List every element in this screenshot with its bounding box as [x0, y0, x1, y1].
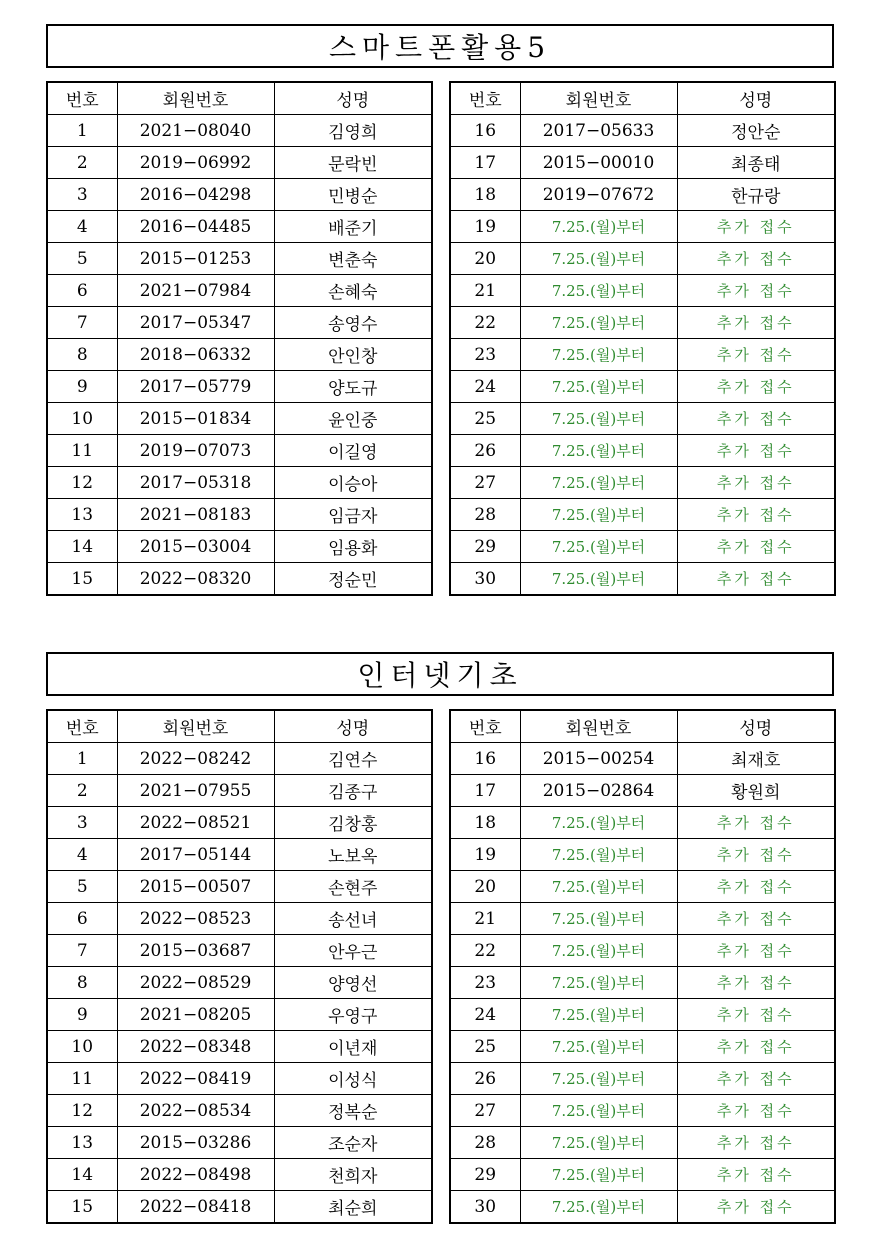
cell-number: 1 [47, 743, 117, 775]
pending-date-note: 7.25.(월)부터 [520, 967, 677, 999]
table-row [47, 1159, 432, 1191]
cell-number: 20 [450, 871, 520, 903]
cell-number: 15 [47, 563, 117, 596]
table-header-row [450, 710, 835, 743]
table-row [450, 807, 835, 839]
table-row [450, 115, 835, 147]
table-row [450, 211, 835, 243]
cell-number: 6 [47, 903, 117, 935]
cell-member-id: 2017−05318 [117, 467, 274, 499]
table-row [47, 147, 432, 179]
cell-number: 15 [47, 1191, 117, 1224]
cell-number: 22 [450, 307, 520, 339]
table-row [47, 531, 432, 563]
cell-member-id: 2022−08534 [117, 1095, 274, 1127]
table-row [47, 775, 432, 807]
cell-number: 28 [450, 1127, 520, 1159]
cell-name: 이승아 [274, 467, 432, 499]
table-row [47, 371, 432, 403]
table-row [450, 1159, 835, 1191]
cell-name: 문락빈 [274, 147, 432, 179]
table-row [450, 999, 835, 1031]
cell-member-id: 2021−08205 [117, 999, 274, 1031]
cell-number: 29 [450, 531, 520, 563]
cell-member-id: 2015−00010 [520, 147, 677, 179]
cell-name: 이길영 [274, 435, 432, 467]
table-row [47, 1127, 432, 1159]
pending-registration-note: 추가 접수 [677, 1191, 835, 1224]
cell-number: 5 [47, 243, 117, 275]
cell-name: 윤인중 [274, 403, 432, 435]
cell-number: 16 [450, 115, 520, 147]
pending-date-note: 7.25.(월)부터 [520, 1159, 677, 1191]
cell-name: 안우근 [274, 935, 432, 967]
cell-name: 천희자 [274, 1159, 432, 1191]
header-name: 성명 [274, 82, 432, 115]
pending-registration-note: 추가 접수 [677, 307, 835, 339]
cell-member-id: 2022−08419 [117, 1063, 274, 1095]
cell-member-id: 2022−08418 [117, 1191, 274, 1224]
cell-number: 25 [450, 403, 520, 435]
cell-name: 노보옥 [274, 839, 432, 871]
cell-number: 12 [47, 1095, 117, 1127]
cell-name: 최순희 [274, 1191, 432, 1224]
cell-number: 6 [47, 275, 117, 307]
cell-number: 19 [450, 839, 520, 871]
table-row [47, 563, 432, 596]
roster-table-right [449, 81, 836, 596]
header-number: 번호 [450, 710, 520, 743]
header-member-id: 회원번호 [520, 710, 677, 743]
cell-number: 3 [47, 179, 117, 211]
cell-number: 13 [47, 499, 117, 531]
table-row [450, 1095, 835, 1127]
pending-registration-note: 추가 접수 [677, 999, 835, 1031]
table-row [47, 499, 432, 531]
table-row [47, 839, 432, 871]
table-row [47, 1063, 432, 1095]
cell-name: 송영수 [274, 307, 432, 339]
cell-number: 18 [450, 807, 520, 839]
cell-number: 3 [47, 807, 117, 839]
table-header-row [47, 710, 432, 743]
cell-member-id: 2022−08348 [117, 1031, 274, 1063]
cell-member-id: 2021−07955 [117, 775, 274, 807]
cell-member-id: 2022−08521 [117, 807, 274, 839]
cell-member-id: 2019−07073 [117, 435, 274, 467]
cell-number: 19 [450, 211, 520, 243]
cell-member-id: 2015−01834 [117, 403, 274, 435]
cell-number: 1 [47, 115, 117, 147]
table-row [47, 211, 432, 243]
cell-number: 13 [47, 1127, 117, 1159]
pending-date-note: 7.25.(월)부터 [520, 403, 677, 435]
table-row [47, 1095, 432, 1127]
cell-number: 11 [47, 435, 117, 467]
cell-number: 11 [47, 1063, 117, 1095]
cell-member-id: 2017−05779 [117, 371, 274, 403]
pending-date-note: 7.25.(월)부터 [520, 903, 677, 935]
cell-member-id: 2016−04298 [117, 179, 274, 211]
table-row [47, 1031, 432, 1063]
table-row [47, 903, 432, 935]
cell-number: 14 [47, 531, 117, 563]
table-row [47, 871, 432, 903]
header-number: 번호 [47, 710, 117, 743]
pending-registration-note: 추가 접수 [677, 903, 835, 935]
table-row [450, 307, 835, 339]
pending-date-note: 7.25.(월)부터 [520, 435, 677, 467]
cell-member-id: 2021−08183 [117, 499, 274, 531]
cell-number: 14 [47, 1159, 117, 1191]
cell-number: 17 [450, 147, 520, 179]
cell-name: 이년재 [274, 1031, 432, 1063]
table-row [450, 967, 835, 999]
pending-registration-note: 추가 접수 [677, 243, 835, 275]
table-row [47, 1191, 432, 1224]
cell-number: 9 [47, 999, 117, 1031]
cell-name: 정안순 [677, 115, 835, 147]
cell-member-id: 2017−05633 [520, 115, 677, 147]
cell-name: 정복순 [274, 1095, 432, 1127]
table-row [450, 435, 835, 467]
cell-number: 4 [47, 211, 117, 243]
table-header-row [47, 82, 432, 115]
cell-member-id: 2022−08523 [117, 903, 274, 935]
cell-member-id: 2019−06992 [117, 147, 274, 179]
cell-number: 21 [450, 275, 520, 307]
table-row [47, 115, 432, 147]
cell-name: 송선녀 [274, 903, 432, 935]
pending-registration-note: 추가 접수 [677, 807, 835, 839]
cell-name: 손혜숙 [274, 275, 432, 307]
table-row [450, 1063, 835, 1095]
pending-registration-note: 추가 접수 [677, 871, 835, 903]
cell-name: 최재호 [677, 743, 835, 775]
cell-number: 4 [47, 839, 117, 871]
cell-number: 16 [450, 743, 520, 775]
pending-date-note: 7.25.(월)부터 [520, 211, 677, 243]
table-row [47, 807, 432, 839]
pending-registration-note: 추가 접수 [677, 339, 835, 371]
table-row [47, 403, 432, 435]
pending-date-note: 7.25.(월)부터 [520, 839, 677, 871]
cell-number: 10 [47, 403, 117, 435]
pending-registration-note: 추가 접수 [677, 1031, 835, 1063]
cell-name: 황원희 [677, 775, 835, 807]
cell-name: 김영희 [274, 115, 432, 147]
cell-name: 정순민 [274, 563, 432, 596]
pending-date-note: 7.25.(월)부터 [520, 1095, 677, 1127]
pending-registration-note: 추가 접수 [677, 1159, 835, 1191]
pending-date-note: 7.25.(월)부터 [520, 1031, 677, 1063]
table-row [450, 243, 835, 275]
table-header-row [450, 82, 835, 115]
pending-registration-note: 추가 접수 [677, 1063, 835, 1095]
pending-registration-note: 추가 접수 [677, 403, 835, 435]
table-row [450, 339, 835, 371]
pending-registration-note: 추가 접수 [677, 371, 835, 403]
table-row [450, 839, 835, 871]
pending-registration-note: 추가 접수 [677, 935, 835, 967]
cell-name: 변춘숙 [274, 243, 432, 275]
pending-date-note: 7.25.(월)부터 [520, 275, 677, 307]
cell-number: 24 [450, 371, 520, 403]
table-row [450, 935, 835, 967]
cell-name: 최종태 [677, 147, 835, 179]
cell-name: 한규랑 [677, 179, 835, 211]
pending-date-note: 7.25.(월)부터 [520, 1127, 677, 1159]
header-name: 성명 [677, 710, 835, 743]
table-row [450, 147, 835, 179]
table-row [450, 563, 835, 596]
header-number: 번호 [47, 82, 117, 115]
cell-member-id: 2017−05347 [117, 307, 274, 339]
cell-number: 7 [47, 307, 117, 339]
pending-date-note: 7.25.(월)부터 [520, 307, 677, 339]
cell-number: 30 [450, 1191, 520, 1224]
pending-date-note: 7.25.(월)부터 [520, 1191, 677, 1224]
table-row [47, 179, 432, 211]
pending-registration-note: 추가 접수 [677, 467, 835, 499]
cell-name: 김연수 [274, 743, 432, 775]
table-row [450, 371, 835, 403]
table-row [450, 1191, 835, 1224]
cell-member-id: 2015−02864 [520, 775, 677, 807]
table-row [47, 435, 432, 467]
cell-number: 8 [47, 339, 117, 371]
pending-registration-note: 추가 접수 [677, 1095, 835, 1127]
cell-number: 23 [450, 339, 520, 371]
table-row [47, 339, 432, 371]
pending-date-note: 7.25.(월)부터 [520, 371, 677, 403]
header-member-id: 회원번호 [117, 710, 274, 743]
cell-member-id: 2022−08320 [117, 563, 274, 596]
cell-number: 25 [450, 1031, 520, 1063]
pending-registration-note: 추가 접수 [677, 563, 835, 596]
cell-member-id: 2019−07672 [520, 179, 677, 211]
pending-date-note: 7.25.(월)부터 [520, 871, 677, 903]
cell-number: 27 [450, 467, 520, 499]
cell-member-id: 2022−08242 [117, 743, 274, 775]
table-row [450, 275, 835, 307]
cell-number: 2 [47, 147, 117, 179]
pending-registration-note: 추가 접수 [677, 967, 835, 999]
cell-member-id: 2021−08040 [117, 115, 274, 147]
cell-member-id: 2016−04485 [117, 211, 274, 243]
table-row [450, 775, 835, 807]
cell-number: 26 [450, 435, 520, 467]
cell-number: 12 [47, 467, 117, 499]
cell-member-id: 2022−08498 [117, 1159, 274, 1191]
pending-registration-note: 추가 접수 [677, 275, 835, 307]
pending-date-note: 7.25.(월)부터 [520, 1063, 677, 1095]
roster-table-right [449, 709, 836, 1224]
roster-table-left [46, 709, 433, 1224]
table-row [47, 243, 432, 275]
cell-number: 17 [450, 775, 520, 807]
roster-table-left [46, 81, 433, 596]
cell-number: 9 [47, 371, 117, 403]
cell-number: 7 [47, 935, 117, 967]
header-number: 번호 [450, 82, 520, 115]
cell-name: 배준기 [274, 211, 432, 243]
pending-registration-note: 추가 접수 [677, 531, 835, 563]
cell-name: 양영선 [274, 967, 432, 999]
cell-number: 22 [450, 935, 520, 967]
cell-member-id: 2015−03687 [117, 935, 274, 967]
cell-number: 18 [450, 179, 520, 211]
pending-date-note: 7.25.(월)부터 [520, 563, 677, 596]
table-row [450, 1031, 835, 1063]
cell-number: 23 [450, 967, 520, 999]
cell-number: 27 [450, 1095, 520, 1127]
pending-date-note: 7.25.(월)부터 [520, 807, 677, 839]
cell-number: 29 [450, 1159, 520, 1191]
table-row [450, 903, 835, 935]
table-row [450, 467, 835, 499]
cell-name: 손현주 [274, 871, 432, 903]
cell-name: 임용화 [274, 531, 432, 563]
pending-date-note: 7.25.(월)부터 [520, 999, 677, 1031]
table-row [47, 307, 432, 339]
table-row [47, 275, 432, 307]
cell-name: 양도규 [274, 371, 432, 403]
cell-member-id: 2015−00507 [117, 871, 274, 903]
table-row [450, 179, 835, 211]
header-member-id: 회원번호 [117, 82, 274, 115]
pending-date-note: 7.25.(월)부터 [520, 339, 677, 371]
pending-registration-note: 추가 접수 [677, 1127, 835, 1159]
cell-number: 20 [450, 243, 520, 275]
pending-date-note: 7.25.(월)부터 [520, 935, 677, 967]
table-row [450, 531, 835, 563]
cell-name: 김창홍 [274, 807, 432, 839]
table-row [450, 743, 835, 775]
cell-name: 안인창 [274, 339, 432, 371]
cell-number: 26 [450, 1063, 520, 1095]
section-title: 스마트폰활용5 [46, 24, 834, 68]
table-row [47, 743, 432, 775]
cell-number: 2 [47, 775, 117, 807]
pending-registration-note: 추가 접수 [677, 435, 835, 467]
cell-member-id: 2021−07984 [117, 275, 274, 307]
pending-registration-note: 추가 접수 [677, 839, 835, 871]
cell-number: 5 [47, 871, 117, 903]
cell-number: 21 [450, 903, 520, 935]
header-name: 성명 [677, 82, 835, 115]
pending-date-note: 7.25.(월)부터 [520, 243, 677, 275]
cell-number: 8 [47, 967, 117, 999]
cell-name: 우영구 [274, 999, 432, 1031]
cell-name: 이성식 [274, 1063, 432, 1095]
header-name: 성명 [274, 710, 432, 743]
pending-registration-note: 추가 접수 [677, 211, 835, 243]
cell-member-id: 2015−01253 [117, 243, 274, 275]
section-title: 인터넷기초 [46, 652, 834, 696]
cell-member-id: 2018−06332 [117, 339, 274, 371]
cell-name: 조순자 [274, 1127, 432, 1159]
cell-member-id: 2015−03004 [117, 531, 274, 563]
cell-name: 민병순 [274, 179, 432, 211]
cell-number: 10 [47, 1031, 117, 1063]
table-row [47, 467, 432, 499]
table-row [47, 967, 432, 999]
cell-number: 30 [450, 563, 520, 596]
cell-name: 임금자 [274, 499, 432, 531]
table-row [450, 403, 835, 435]
table-row [450, 499, 835, 531]
table-row [450, 871, 835, 903]
cell-member-id: 2015−03286 [117, 1127, 274, 1159]
cell-member-id: 2015−00254 [520, 743, 677, 775]
pending-registration-note: 추가 접수 [677, 499, 835, 531]
cell-number: 24 [450, 999, 520, 1031]
header-member-id: 회원번호 [520, 82, 677, 115]
table-row [450, 1127, 835, 1159]
cell-number: 28 [450, 499, 520, 531]
cell-member-id: 2022−08529 [117, 967, 274, 999]
table-row [47, 935, 432, 967]
cell-member-id: 2017−05144 [117, 839, 274, 871]
table-row [47, 999, 432, 1031]
cell-name: 김종구 [274, 775, 432, 807]
pending-date-note: 7.25.(월)부터 [520, 531, 677, 563]
pending-date-note: 7.25.(월)부터 [520, 499, 677, 531]
pending-date-note: 7.25.(월)부터 [520, 467, 677, 499]
